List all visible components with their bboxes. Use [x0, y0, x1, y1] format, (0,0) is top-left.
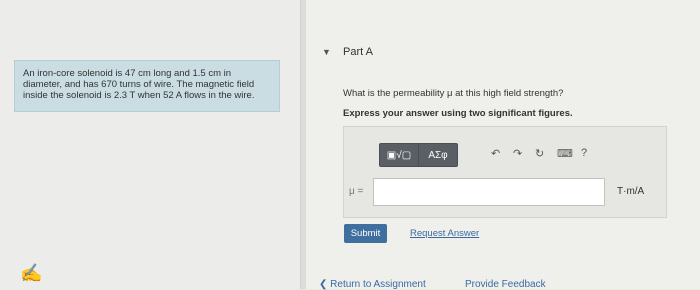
- problem-pane: [0, 0, 300, 289]
- undo-icon[interactable]: ↶: [491, 148, 501, 160]
- keyboard-icon[interactable]: ⌨: [557, 148, 573, 160]
- unit-label: T·m/A: [617, 186, 645, 197]
- collapse-toggle-icon[interactable]: ▼: [322, 47, 331, 57]
- help-icon[interactable]: ?: [581, 147, 588, 159]
- redo-icon[interactable]: ↷: [513, 148, 523, 160]
- provide-feedback-link[interactable]: Provide Feedback: [465, 279, 546, 290]
- part-title: Part A: [343, 46, 373, 58]
- variable-label: μ =: [349, 186, 364, 197]
- question-text: What is the permeability μ at this high field strength?: [343, 88, 564, 99]
- templates-button[interactable]: ▣√▢: [379, 143, 419, 167]
- problem-statement: An iron-core solenoid is 47 cm long and 1.5 cm in diameter, and has 670 turns of wire. The magnetic field inside the solenoid is 2.3 T when 52 A flows in the wire.: [14, 60, 280, 112]
- answer-input[interactable]: [373, 178, 605, 206]
- answer-instructions: Express your answer using two significant figures.: [343, 108, 573, 119]
- pen-icon[interactable]: ✍: [20, 263, 43, 283]
- submit-button[interactable]: Submit: [344, 224, 387, 243]
- symbols-button[interactable]: ΑΣφ: [418, 143, 458, 167]
- return-to-assignment-link[interactable]: ❮ Return to Assignment: [319, 279, 426, 290]
- reset-icon[interactable]: ↻: [535, 148, 545, 160]
- request-answer-link[interactable]: Request Answer: [410, 228, 480, 239]
